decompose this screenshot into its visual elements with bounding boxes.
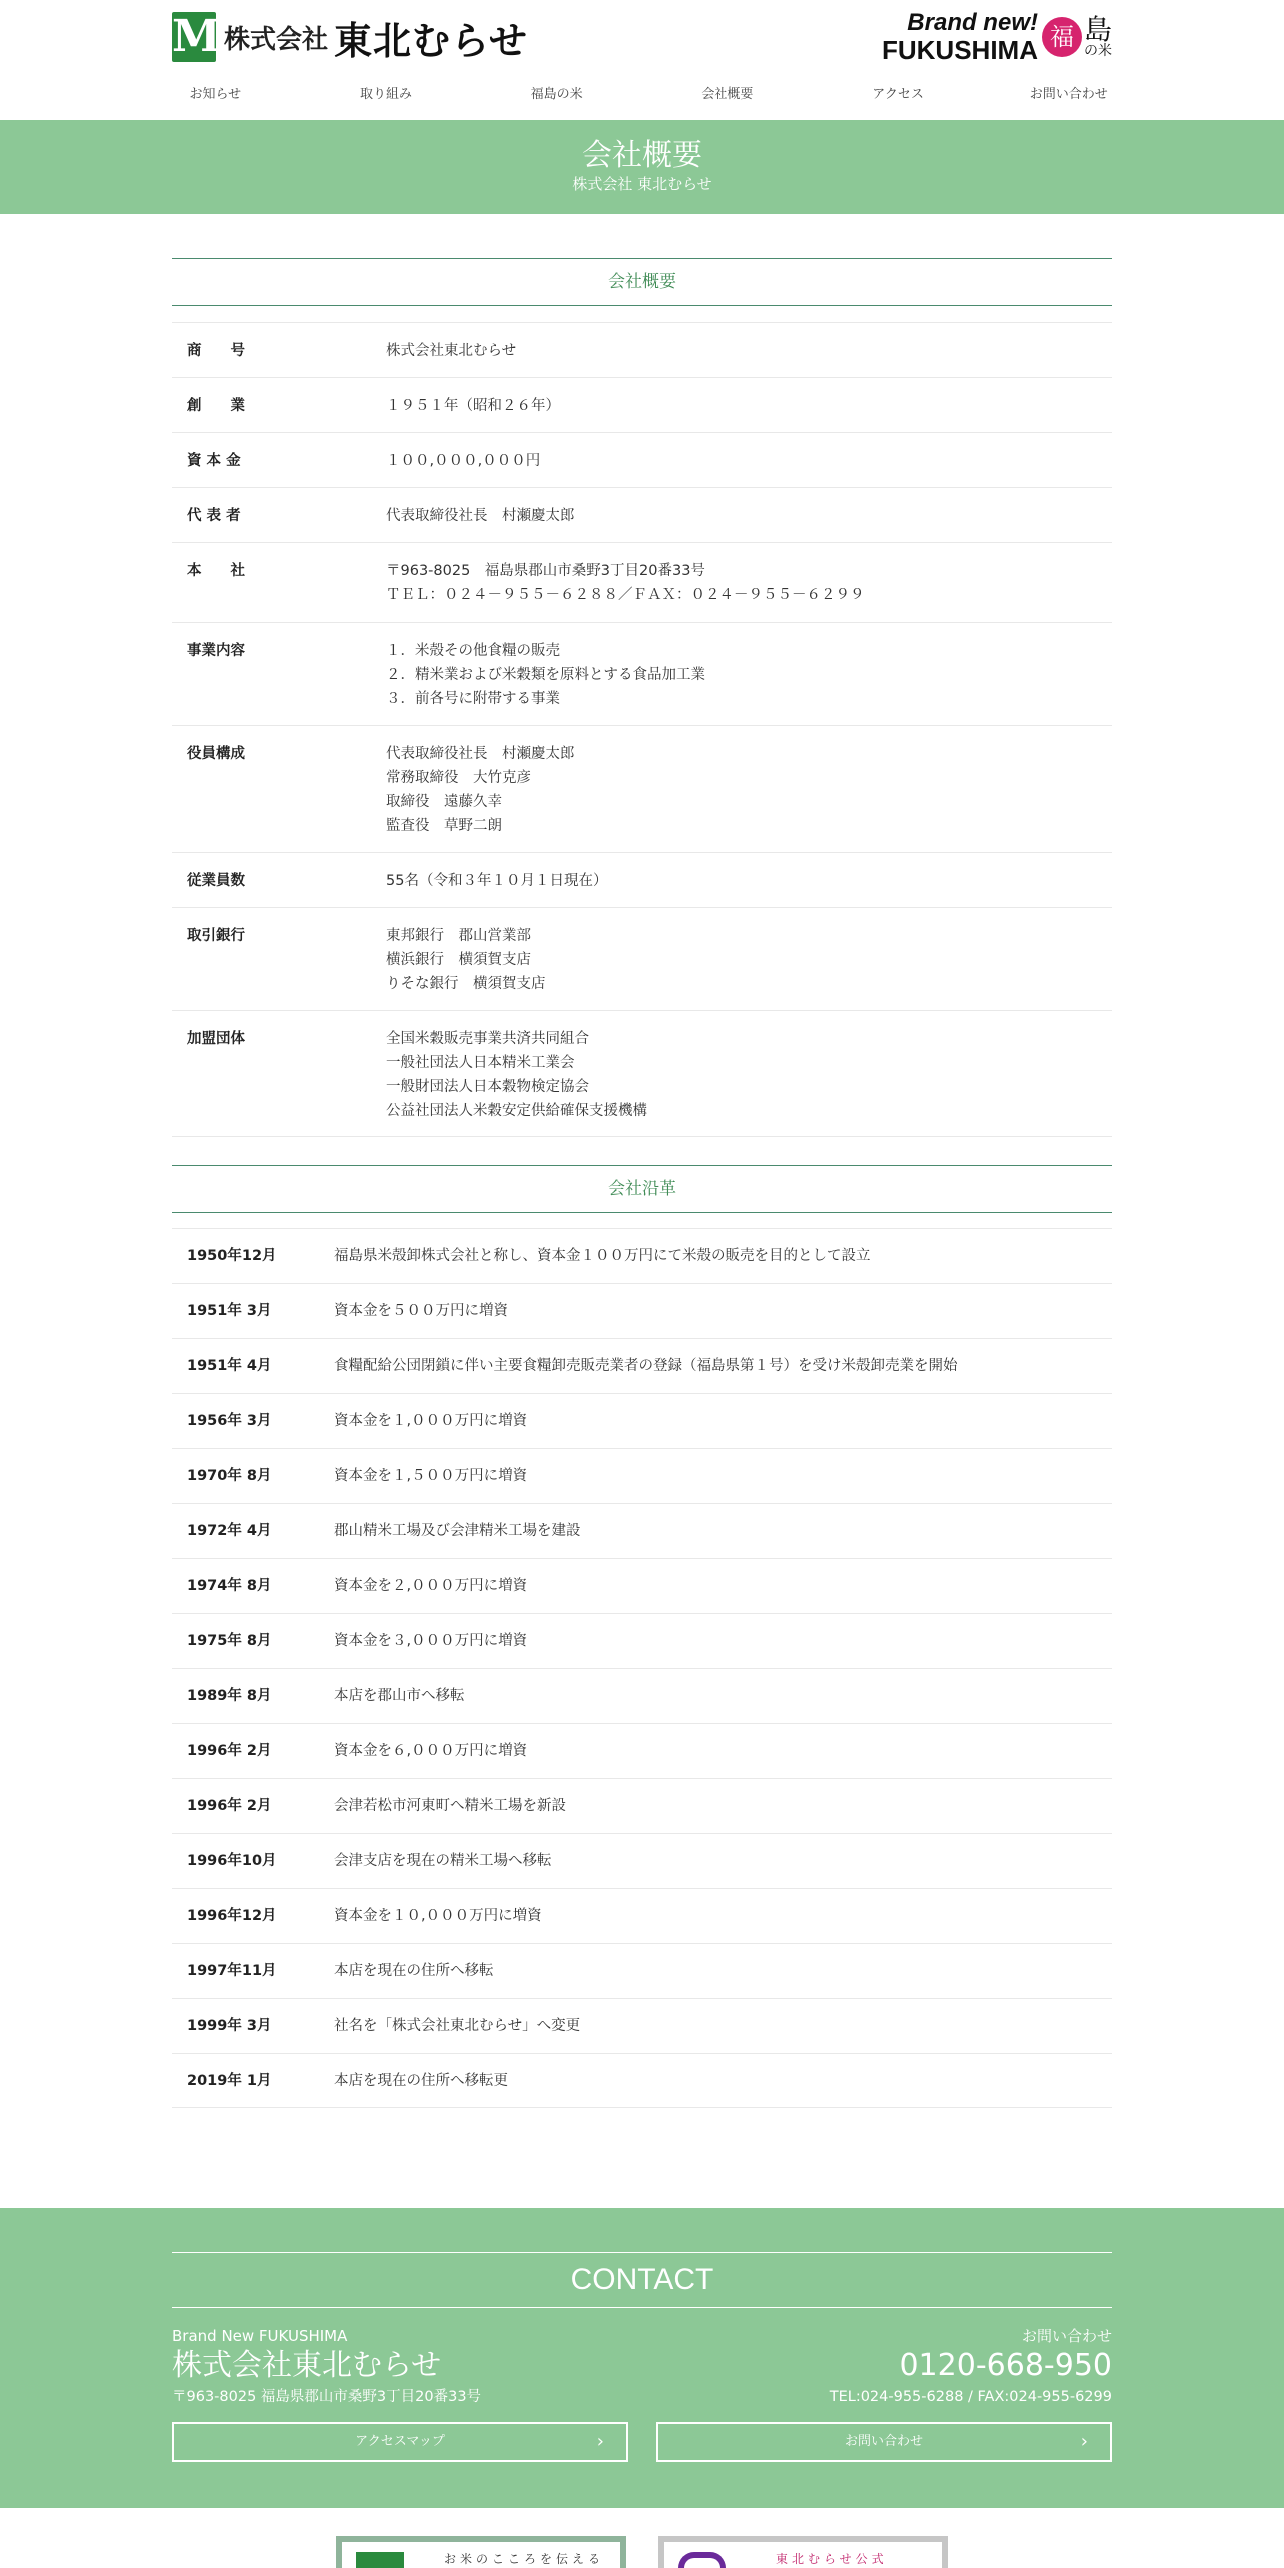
row-label: 事業内容 bbox=[187, 643, 245, 659]
row-label: 1996年 2月 bbox=[187, 1743, 272, 1759]
main-nav bbox=[130, 82, 1154, 108]
table-row bbox=[172, 1613, 1112, 1668]
footer-address: 〒963-8025 福島県郡山市桑野3丁目20番33号 bbox=[172, 2389, 482, 2405]
row-label: 1951年 3月 bbox=[187, 1303, 272, 1319]
row-value: 株式会社東北むらせ bbox=[386, 343, 517, 359]
row-value: 全国米穀販売事業共済共同組合 一般社団法人日本精米工業会 一般財団法人日本穀物検定協会 公益社団法人米穀安定供給確保支援機構 bbox=[386, 1031, 647, 1119]
row-label: 2019年 1月 bbox=[187, 2073, 272, 2089]
contact-footer bbox=[0, 2208, 1284, 2508]
row-value: 資本金を５００万円に増資 bbox=[334, 1303, 508, 1319]
table-row bbox=[172, 1778, 1112, 1833]
table-row bbox=[172, 322, 1112, 377]
contact-heading: CONTACT bbox=[172, 2252, 1112, 2308]
chevron-right-icon: › bbox=[1080, 2431, 1088, 2452]
footer-company-info bbox=[172, 2326, 481, 2408]
banner-instagram[interactable] bbox=[658, 2536, 948, 2568]
table-row bbox=[172, 1998, 1112, 2053]
row-label: 代 表 者 bbox=[187, 508, 241, 524]
row-value: 資本金を２,０００万円に増資 bbox=[334, 1578, 528, 1594]
row-label: 従業員数 bbox=[187, 873, 245, 889]
instagram-icon bbox=[678, 2552, 726, 2568]
row-value: 資本金を１,０００万円に増資 bbox=[334, 1413, 528, 1429]
table-row bbox=[172, 542, 1112, 622]
table-row bbox=[172, 725, 1112, 852]
table-row bbox=[172, 1393, 1112, 1448]
row-value: 郡山精米工場及び会津精米工場を建設 bbox=[334, 1523, 581, 1539]
table-row bbox=[172, 1888, 1112, 1943]
table-row bbox=[172, 1338, 1112, 1393]
row-label: 取引銀行 bbox=[187, 928, 245, 944]
access-map-button[interactable] bbox=[172, 2422, 628, 2462]
brand-logo[interactable] bbox=[882, 8, 1112, 66]
row-value: １００,０００,０００円 bbox=[386, 453, 541, 469]
table-row bbox=[172, 487, 1112, 542]
row-value: １．米殻その他食糧の販売 ２．精米業および米穀類を原料とする食品加工業 ３．前各号に附帯する事業 bbox=[386, 643, 705, 707]
row-value: 代表取締役社長 村瀬慶太郎 常務取締役 大竹克彦 取締役 遠藤久幸 監査役 草野二朗 bbox=[386, 746, 575, 834]
table-row bbox=[172, 432, 1112, 487]
contact-button-label: お問い合わせ bbox=[844, 2434, 923, 2449]
row-label: 1970年 8月 bbox=[187, 1468, 272, 1484]
row-value: 本店を郡山市へ移転 bbox=[334, 1688, 465, 1704]
footer-inquiry-label: お問い合わせ bbox=[1021, 2327, 1112, 2345]
row-label: 1975年 8月 bbox=[187, 1633, 272, 1649]
table-row bbox=[172, 1010, 1112, 1137]
table-row bbox=[172, 1448, 1112, 1503]
table-row bbox=[172, 1558, 1112, 1613]
logo-corp-text: 株式会社 bbox=[224, 24, 329, 55]
row-label: 1996年10月 bbox=[187, 1853, 277, 1869]
row-value: 資本金を１０,０００万円に増資 bbox=[334, 1908, 542, 1924]
table-row bbox=[172, 377, 1112, 432]
nav-fukushima-rice[interactable]: 福島の米 bbox=[530, 87, 583, 102]
table-row bbox=[172, 2053, 1112, 2108]
row-label: 創 業 bbox=[187, 398, 245, 414]
brand-bottom-text: FUKUSHIMA bbox=[881, 35, 1038, 65]
row-value: 資本金を６,０００万円に増資 bbox=[334, 1743, 528, 1759]
nav-access[interactable]: アクセス bbox=[872, 87, 924, 102]
banner-text: お米のこころを伝える bbox=[444, 2552, 605, 2566]
history-table bbox=[172, 1228, 1112, 2108]
row-label: 1996年 2月 bbox=[187, 1798, 272, 1814]
logo-icon bbox=[356, 2552, 404, 2568]
nav-contact[interactable]: お問い合わせ bbox=[1029, 87, 1108, 102]
row-label: 1997年11月 bbox=[187, 1963, 277, 1979]
page-hero bbox=[0, 120, 1284, 214]
table-row bbox=[172, 852, 1112, 907]
footer-phone[interactable]: 0120-668-950 bbox=[899, 2348, 1112, 2383]
brand-shima-text: 島 bbox=[1083, 13, 1112, 46]
brand-rice-text: の米 bbox=[1083, 43, 1112, 59]
table-row bbox=[172, 907, 1112, 1010]
banner-text: 東北むらせ公式 bbox=[776, 2552, 888, 2566]
row-value: 資本金を１,５００万円に増資 bbox=[334, 1468, 528, 1484]
row-value: 55名（令和３年１０月１日現在） bbox=[386, 873, 608, 889]
overview-table bbox=[172, 322, 1112, 1137]
nav-company[interactable]: 会社概要 bbox=[701, 87, 754, 102]
row-label: 1996年12月 bbox=[187, 1908, 277, 1924]
overview-heading: 会社概要 bbox=[172, 258, 1112, 306]
table-row bbox=[172, 1943, 1112, 1998]
nav-initiatives[interactable]: 取り組み bbox=[360, 87, 413, 102]
table-row bbox=[172, 1283, 1112, 1338]
footer-company-name: 株式会社東北むらせ bbox=[172, 2348, 442, 2383]
bottom-banners bbox=[0, 2508, 1284, 2568]
row-label: 資 本 金 bbox=[187, 453, 241, 469]
row-value: 福島県米殻卸株式会社と称し、資本金１００万円にて米殻の販売を目的として設立 bbox=[334, 1248, 871, 1264]
access-map-label: アクセスマップ bbox=[355, 2434, 445, 2449]
page-subtitle: 株式会社 東北むらせ bbox=[572, 175, 712, 193]
row-label: 1989年 8月 bbox=[187, 1688, 272, 1704]
table-row bbox=[172, 1503, 1112, 1558]
row-value: 本店を現在の住所へ移転 bbox=[334, 1963, 494, 1979]
nav-news[interactable]: お知らせ bbox=[189, 87, 242, 102]
footer-contact-info bbox=[830, 2326, 1112, 2408]
chevron-right-icon: › bbox=[596, 2431, 604, 2452]
row-value: 〒963-8025 福島県郡山市桑野3丁目20番33号 ＴＥＬ：０２４－９５５－６２８８／ＦＡＸ：０２４－９５５－６２９９ bbox=[386, 563, 865, 603]
row-label: 加盟団体 bbox=[187, 1031, 245, 1047]
logo-name-text: 東北むらせ bbox=[334, 17, 528, 63]
row-value: 東邦銀行 郡山営業部 横浜銀行 横須賀支店 りそな銀行 横須賀支店 bbox=[386, 928, 546, 992]
row-label: 1956年 3月 bbox=[187, 1413, 272, 1429]
footer-brand-label: Brand New FUKUSHIMA bbox=[172, 2327, 348, 2345]
row-value: 代表取締役社長 村瀬慶太郎 bbox=[386, 508, 575, 524]
row-value: １９５１年（昭和２６年） bbox=[386, 398, 560, 414]
row-label: 1974年 8月 bbox=[187, 1578, 272, 1594]
brand-fuku-circle: 福 bbox=[1042, 17, 1082, 57]
row-value: 本店を現在の住所へ移転更 bbox=[334, 2073, 508, 2089]
brand-top-text: Brand new! bbox=[907, 9, 1038, 36]
company-logo[interactable] bbox=[172, 12, 528, 62]
footer-tel-fax: TEL:024-955-6288 / FAX:024-955-6299 bbox=[829, 2389, 1112, 2405]
history-heading: 会社沿革 bbox=[172, 1165, 1112, 1213]
row-label: 1999年 3月 bbox=[187, 2018, 272, 2034]
row-value: 会津支店を現在の精米工場へ移転 bbox=[334, 1853, 552, 1869]
table-row bbox=[172, 1668, 1112, 1723]
row-value: 社名を「株式会社東北むらせ」へ変更 bbox=[334, 2018, 581, 2034]
site-header bbox=[0, 0, 1284, 120]
row-value: 資本金を３,０００万円に増資 bbox=[334, 1633, 528, 1649]
row-value: 食糧配給公団閉鎖に伴い主要食糧卸売販売業者の登録（福島県第１号）を受け米殻卸売業を開始 bbox=[334, 1358, 958, 1374]
table-row bbox=[172, 622, 1112, 725]
contact-button[interactable] bbox=[656, 2422, 1112, 2462]
row-label: 役員構成 bbox=[187, 746, 245, 762]
page-title: 会社概要 bbox=[582, 138, 702, 173]
logo-mark: M bbox=[172, 11, 221, 62]
row-value: 会津若松市河東町へ精米工場を新設 bbox=[334, 1798, 566, 1814]
table-row bbox=[172, 1723, 1112, 1778]
banner-rice-heart[interactable] bbox=[336, 2536, 626, 2568]
table-row bbox=[172, 1833, 1112, 1888]
row-label: 1972年 4月 bbox=[187, 1523, 272, 1539]
row-label: 商 号 bbox=[187, 343, 245, 359]
row-label: 1951年 4月 bbox=[187, 1358, 272, 1374]
row-label: 本 社 bbox=[187, 563, 245, 579]
row-label: 1950年12月 bbox=[187, 1248, 277, 1264]
table-row bbox=[172, 1228, 1112, 1283]
